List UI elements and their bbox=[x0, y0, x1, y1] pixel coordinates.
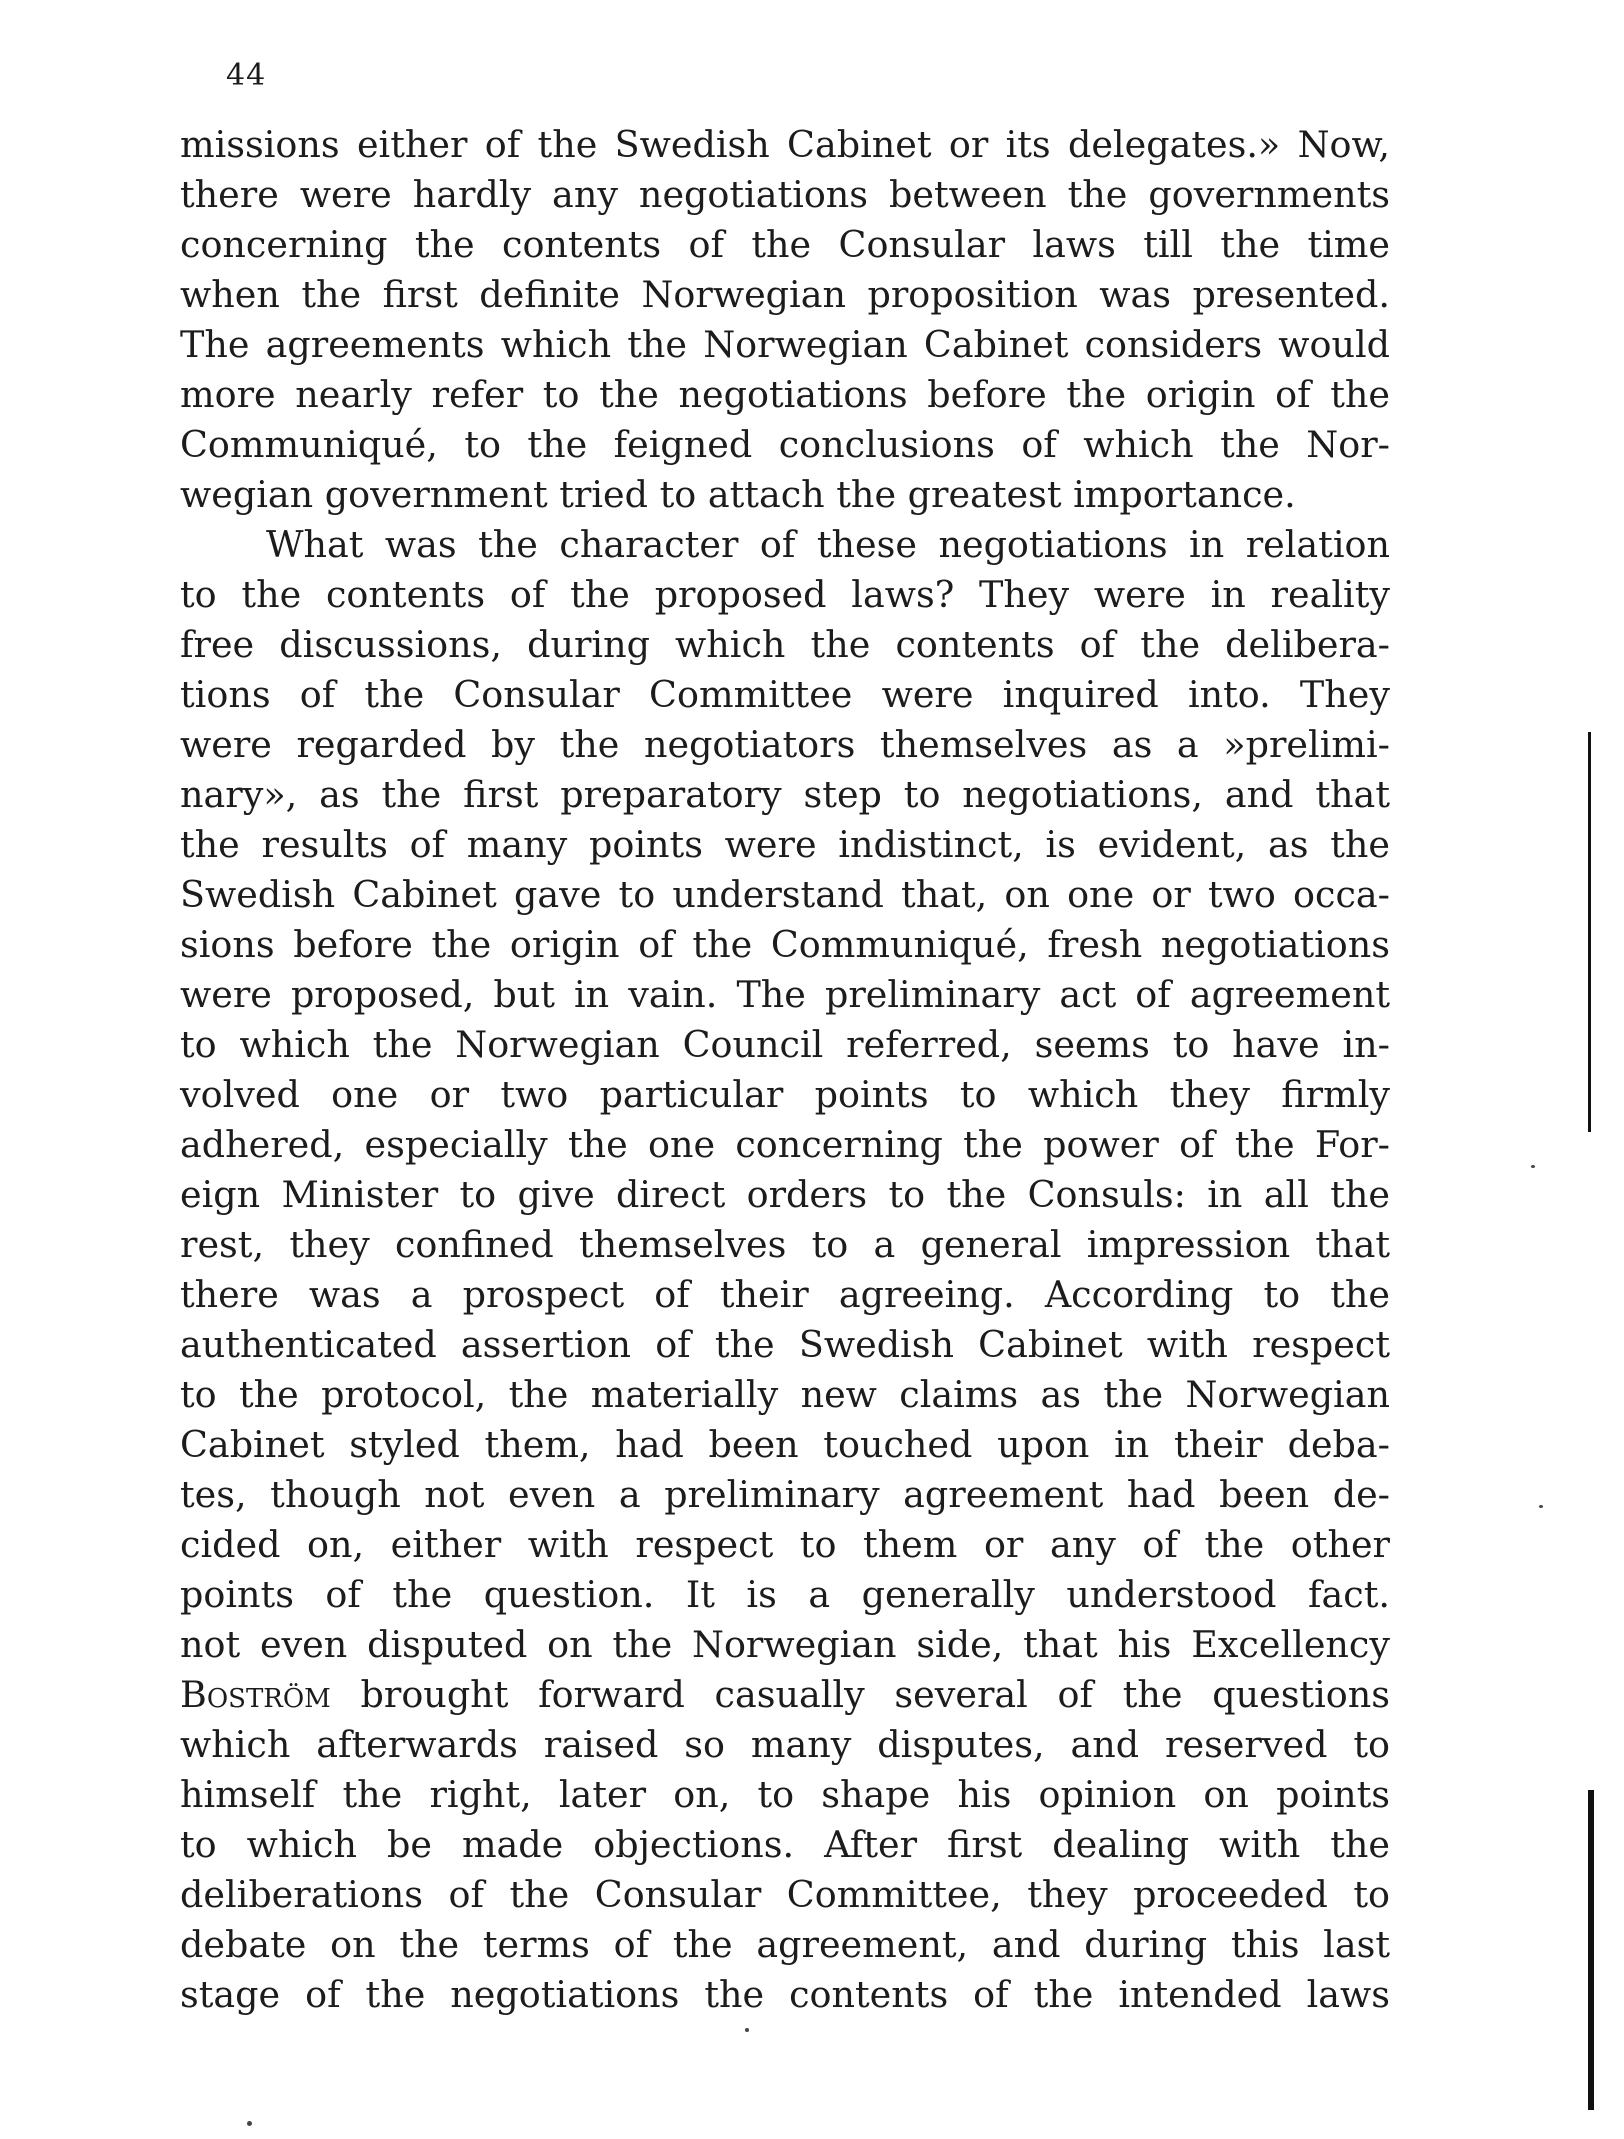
text-line bbox=[180, 1620, 1390, 1670]
text-line bbox=[180, 1720, 1390, 1770]
text-line-content: were regarded by the negotiators themselves as a »prelimi- bbox=[180, 723, 1390, 766]
text-line-content: tes, though not even a preliminary agreement had been de- bbox=[180, 1473, 1390, 1516]
text-line bbox=[180, 820, 1390, 870]
text-line bbox=[180, 520, 1390, 570]
text-line bbox=[180, 1470, 1390, 1520]
text-line bbox=[180, 420, 1390, 470]
text-line bbox=[180, 920, 1390, 970]
text-line-content: missions either of the Swedish Cabinet or its delegates.» Now, bbox=[180, 123, 1390, 166]
text-line bbox=[180, 1020, 1390, 1070]
text-line-content: to which the Norwegian Council referred, seems to have in- bbox=[180, 1023, 1390, 1066]
text-line-content: himself the right, later on, to shape his opinion on points bbox=[180, 1773, 1390, 1816]
text-line bbox=[180, 670, 1390, 720]
margin-rule-upper bbox=[1588, 732, 1591, 1132]
text-line-content: brought forward casually several of the questions bbox=[330, 1673, 1390, 1716]
text-line bbox=[180, 770, 1390, 820]
text-line-content: What was the character of these negotiations in relation bbox=[266, 523, 1390, 566]
text-line-content: cided on, either with respect to them or any of the other bbox=[180, 1523, 1390, 1566]
text-line bbox=[180, 570, 1390, 620]
text-line-content: tions of the Consular Committee were inquired into. They bbox=[180, 673, 1390, 716]
text-line-content: which afterwards raised so many disputes, and reserved to bbox=[180, 1723, 1390, 1766]
name-smallcaps: Boström bbox=[180, 1673, 331, 1716]
text-line-content: The agreements which the Norwegian Cabinet considers would bbox=[180, 323, 1390, 366]
text-line-content: Cabinet styled them, had been touched upon in their deba- bbox=[180, 1423, 1390, 1466]
text-line-content: adhered, especially the one concerning the power of the For- bbox=[180, 1123, 1390, 1166]
text-line bbox=[180, 1870, 1390, 1920]
text-line bbox=[180, 1220, 1390, 1270]
text-line-content: concerning the contents of the Consular laws till the time bbox=[180, 223, 1390, 266]
text-line-content: to which be made objections. After first dealing with the bbox=[180, 1823, 1390, 1866]
text-line bbox=[180, 1770, 1390, 1820]
text-line bbox=[180, 970, 1390, 1020]
text-line bbox=[180, 720, 1390, 770]
text-line-content: there was a prospect of their agreeing. According to the bbox=[180, 1273, 1390, 1316]
text-line bbox=[180, 1520, 1390, 1570]
text-line bbox=[180, 1420, 1390, 1470]
text-line bbox=[180, 620, 1390, 670]
text-line-content: Communiqué, to the feigned conclusions of which the Nor- bbox=[180, 423, 1390, 466]
text-line-content: Swedish Cabinet gave to understand that, on one or two occa- bbox=[180, 873, 1390, 916]
text-line-content: to the contents of the proposed laws? They were in reality bbox=[180, 573, 1390, 616]
text-line-content: authenticated assertion of the Swedish Cabinet with respect bbox=[180, 1323, 1390, 1366]
text-line-content: volved one or two particular points to which they firmly bbox=[180, 1073, 1390, 1116]
text-line-content: more nearly refer to the negotiations before the origin of the bbox=[180, 373, 1390, 416]
text-line-content: when the first definite Norwegian proposition was presented. bbox=[180, 273, 1390, 316]
body-text bbox=[180, 120, 1390, 2020]
text-line bbox=[180, 870, 1390, 920]
text-line bbox=[180, 1970, 1390, 2020]
text-line bbox=[180, 370, 1390, 420]
text-line-content: not even disputed on the Norwegian side, that his Excellency bbox=[180, 1623, 1390, 1666]
text-line-content: points of the question. It is a generally understood fact. bbox=[180, 1573, 1390, 1616]
text-line-content: to the protocol, the materially new claims as the Norwegian bbox=[180, 1373, 1390, 1416]
ink-speck bbox=[1531, 1165, 1535, 1168]
text-line bbox=[180, 1320, 1390, 1370]
text-line bbox=[180, 1120, 1390, 1170]
text-line-content: the results of many points were indistinct, is evident, as the bbox=[180, 823, 1390, 866]
ink-speck bbox=[745, 2028, 749, 2032]
text-line-content: were proposed, but in vain. The preliminary act of agreement bbox=[180, 973, 1390, 1016]
text-line bbox=[180, 1920, 1390, 1970]
text-line bbox=[180, 1820, 1390, 1870]
text-line bbox=[180, 1170, 1390, 1220]
text-line-content: free discussions, during which the contents of the delibera- bbox=[180, 623, 1390, 666]
ink-speck bbox=[247, 2121, 252, 2126]
text-line-content: deliberations of the Consular Committee, they proceeded to bbox=[180, 1873, 1390, 1916]
page-number: 44 bbox=[226, 58, 267, 93]
text-line-content: there were hardly any negotiations between the governments bbox=[180, 173, 1390, 216]
text-line-content: rest, they confined themselves to a general impression that bbox=[180, 1223, 1390, 1266]
ink-speck bbox=[1539, 1505, 1543, 1508]
text-line bbox=[180, 220, 1390, 270]
text-line-content: nary», as the first preparatory step to negotiations, and that bbox=[180, 773, 1390, 816]
text-line-content: eign Minister to give direct orders to the Consuls: in all the bbox=[180, 1173, 1390, 1216]
text-line bbox=[180, 1270, 1390, 1320]
text-line bbox=[180, 170, 1390, 220]
text-line-content: wegian government tried to attach the greatest importance. bbox=[180, 473, 1296, 516]
text-line-content: sions before the origin of the Communiqué, fresh negotiations bbox=[180, 923, 1390, 966]
text-line bbox=[180, 470, 1390, 520]
text-line bbox=[180, 1070, 1390, 1120]
text-line-content: debate on the terms of the agreement, and during this last bbox=[180, 1923, 1390, 1966]
text-line bbox=[180, 1570, 1390, 1620]
text-line bbox=[180, 320, 1390, 370]
text-line bbox=[180, 1370, 1390, 1420]
margin-rule-lower bbox=[1588, 1790, 1594, 2110]
text-line bbox=[180, 270, 1390, 320]
text-line bbox=[180, 1670, 1390, 1720]
text-line-content: stage of the negotiations the contents of the intended laws bbox=[180, 1973, 1390, 2016]
text-line bbox=[180, 120, 1390, 170]
